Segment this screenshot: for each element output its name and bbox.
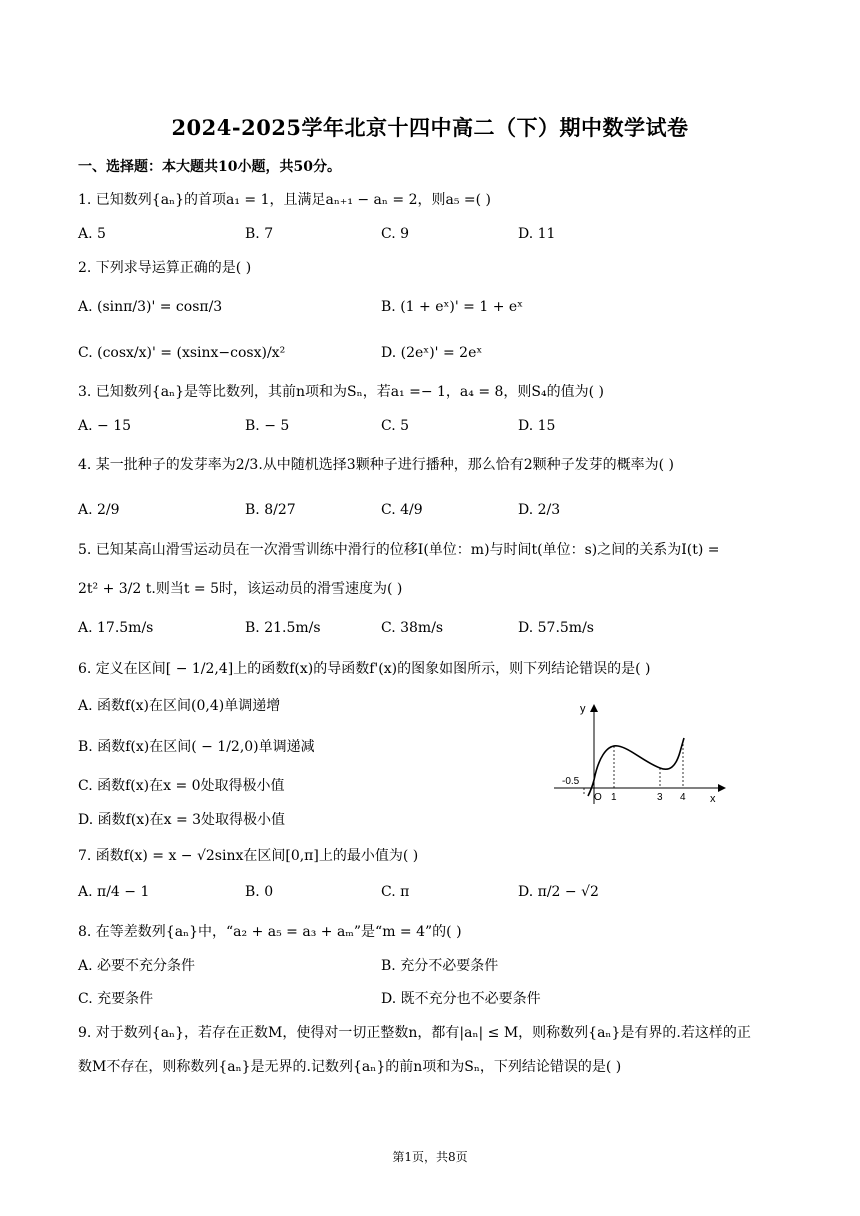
q5-option-a: A. 17.5m/s xyxy=(78,620,154,636)
tick-neg-half: -0.5 xyxy=(562,776,580,787)
y-label: y xyxy=(580,703,586,715)
q3-option-b: B. − 5 xyxy=(245,418,290,434)
derivative-curve xyxy=(588,738,684,796)
q1-option-c: C. 9 xyxy=(381,226,410,242)
q1-stem: 1. 已知数列{aₙ}的首项a₁ = 1，且满足aₙ₊₁ − aₙ = 2，则a₅ =( ) xyxy=(78,192,492,208)
q1-option-d: D. 11 xyxy=(518,226,556,242)
q8-option-a: A. 必要不充分条件 xyxy=(78,958,196,974)
q8-option-d: D. 既不充分也不必要条件 xyxy=(381,991,541,1007)
q5-option-b: B. 21.5m/s xyxy=(245,620,321,636)
q7-stem: 7. 函数f(x) = x − √2sinx在区间[0,π]上的最小值为( ) xyxy=(78,848,419,864)
page-footer: 第1页，共8页 xyxy=(392,1150,468,1164)
q2-stem: 2. 下列求导运算正确的是( ) xyxy=(78,260,252,276)
q4-option-a: A. 2/9 xyxy=(78,502,120,518)
section-heading: 一、选择题：本大题共10小题，共50分。 xyxy=(78,159,341,175)
q4-stem: 4. 某一批种子的发芽率为2/3.从中随机选择3颗种子进行播种，那么恰有2颗种子发芽的概率为( ) xyxy=(78,457,674,473)
tick-1: 1 xyxy=(611,792,617,803)
tick-3: 3 xyxy=(657,792,663,803)
q2-option-c: C. (cosx/x)' = (xsinx−cosx)/x² xyxy=(78,345,286,361)
q3-stem: 3. 已知数列{aₙ}是等比数列，其前n项和为Sₙ，若a₁ =− 1，a₄ = 8，则S₄的值为( ) xyxy=(78,384,604,400)
q9-stem-line1: 9. 对于数列{aₙ}，若存在正数M，使得对一切正整数n，都有|aₙ| ≤ M，则称数列{aₙ}是有界的.若这样的正 xyxy=(78,1025,751,1041)
q4-option-d: D. 2/3 xyxy=(518,502,561,518)
q2-option-d: D. (2eˣ)' = 2eˣ xyxy=(381,345,483,361)
q7-option-c: C. π xyxy=(381,884,410,900)
q3-option-c: C. 5 xyxy=(381,418,410,434)
q5-stem-line1: 5. 已知某高山滑雪运动员在一次滑雪训练中滑行的位移I(单位：m)与时间t(单位：s)之间的关系为I(t) = xyxy=(78,542,720,558)
q6-option-b: B. 函数f(x)在区间( − 1/2,0)单调递减 xyxy=(78,739,315,755)
q6-stem: 6. 定义在区间[ − 1/2,4]上的函数f(x)的导函数f'(x)的图象如图所示，则下列结论错误的是( ) xyxy=(78,661,651,677)
q2-option-b: B. (1 + eˣ)' = 1 + eˣ xyxy=(381,299,524,315)
q8-stem: 8. 在等差数列{aₙ}中，“a₂ + a₅ = a₃ + aₘ”是“m = 4”的( ) xyxy=(78,924,462,940)
tick-4: 4 xyxy=(680,792,686,803)
q2-option-a: A. (sinπ/3)' = cosπ/3 xyxy=(78,299,223,315)
derivative-graph xyxy=(548,700,728,810)
tick-origin: O xyxy=(594,792,602,803)
q9-stem-line2: 数M不存在，则称数列{aₙ}是无界的.记数列{aₙ}的前n项和为Sₙ，下列结论错误的是( ) xyxy=(78,1059,622,1075)
q5-option-d: D. 57.5m/s xyxy=(518,620,594,636)
q3-option-a: A. − 15 xyxy=(78,418,132,434)
x-label: x xyxy=(710,793,716,805)
q6-option-c: C. 函数f(x)在x = 0处取得极小值 xyxy=(78,778,285,794)
y-axis-arrow-icon xyxy=(590,704,598,712)
q6-option-a: A. 函数f(x)在区间(0,4)单调递增 xyxy=(78,698,281,714)
q6-option-d: D. 函数f(x)在x = 3处取得极小值 xyxy=(78,812,286,828)
q4-option-c: C. 4/9 xyxy=(381,502,423,518)
q5-stem-line2: 2t² + 3/2 t.则当t = 5时，该运动员的滑雪速度为( ) xyxy=(78,581,403,597)
x-axis-arrow-icon xyxy=(718,784,726,792)
q7-option-b: B. 0 xyxy=(245,884,274,900)
q8-option-c: C. 充要条件 xyxy=(78,991,154,1007)
q4-option-b: B. 8/27 xyxy=(245,502,296,518)
q3-option-d: D. 15 xyxy=(518,418,556,434)
q7-option-d: D. π/2 − √2 xyxy=(518,884,599,900)
q1-option-a: A. 5 xyxy=(78,226,106,242)
q1-option-b: B. 7 xyxy=(245,226,274,242)
q5-option-c: C. 38m/s xyxy=(381,620,444,636)
page-title: 2024-2025学年北京十四中高二（下）期中数学试卷 xyxy=(171,115,689,140)
q7-option-a: A. π/4 − 1 xyxy=(78,884,150,900)
q8-option-b: B. 充分不必要条件 xyxy=(381,958,499,974)
